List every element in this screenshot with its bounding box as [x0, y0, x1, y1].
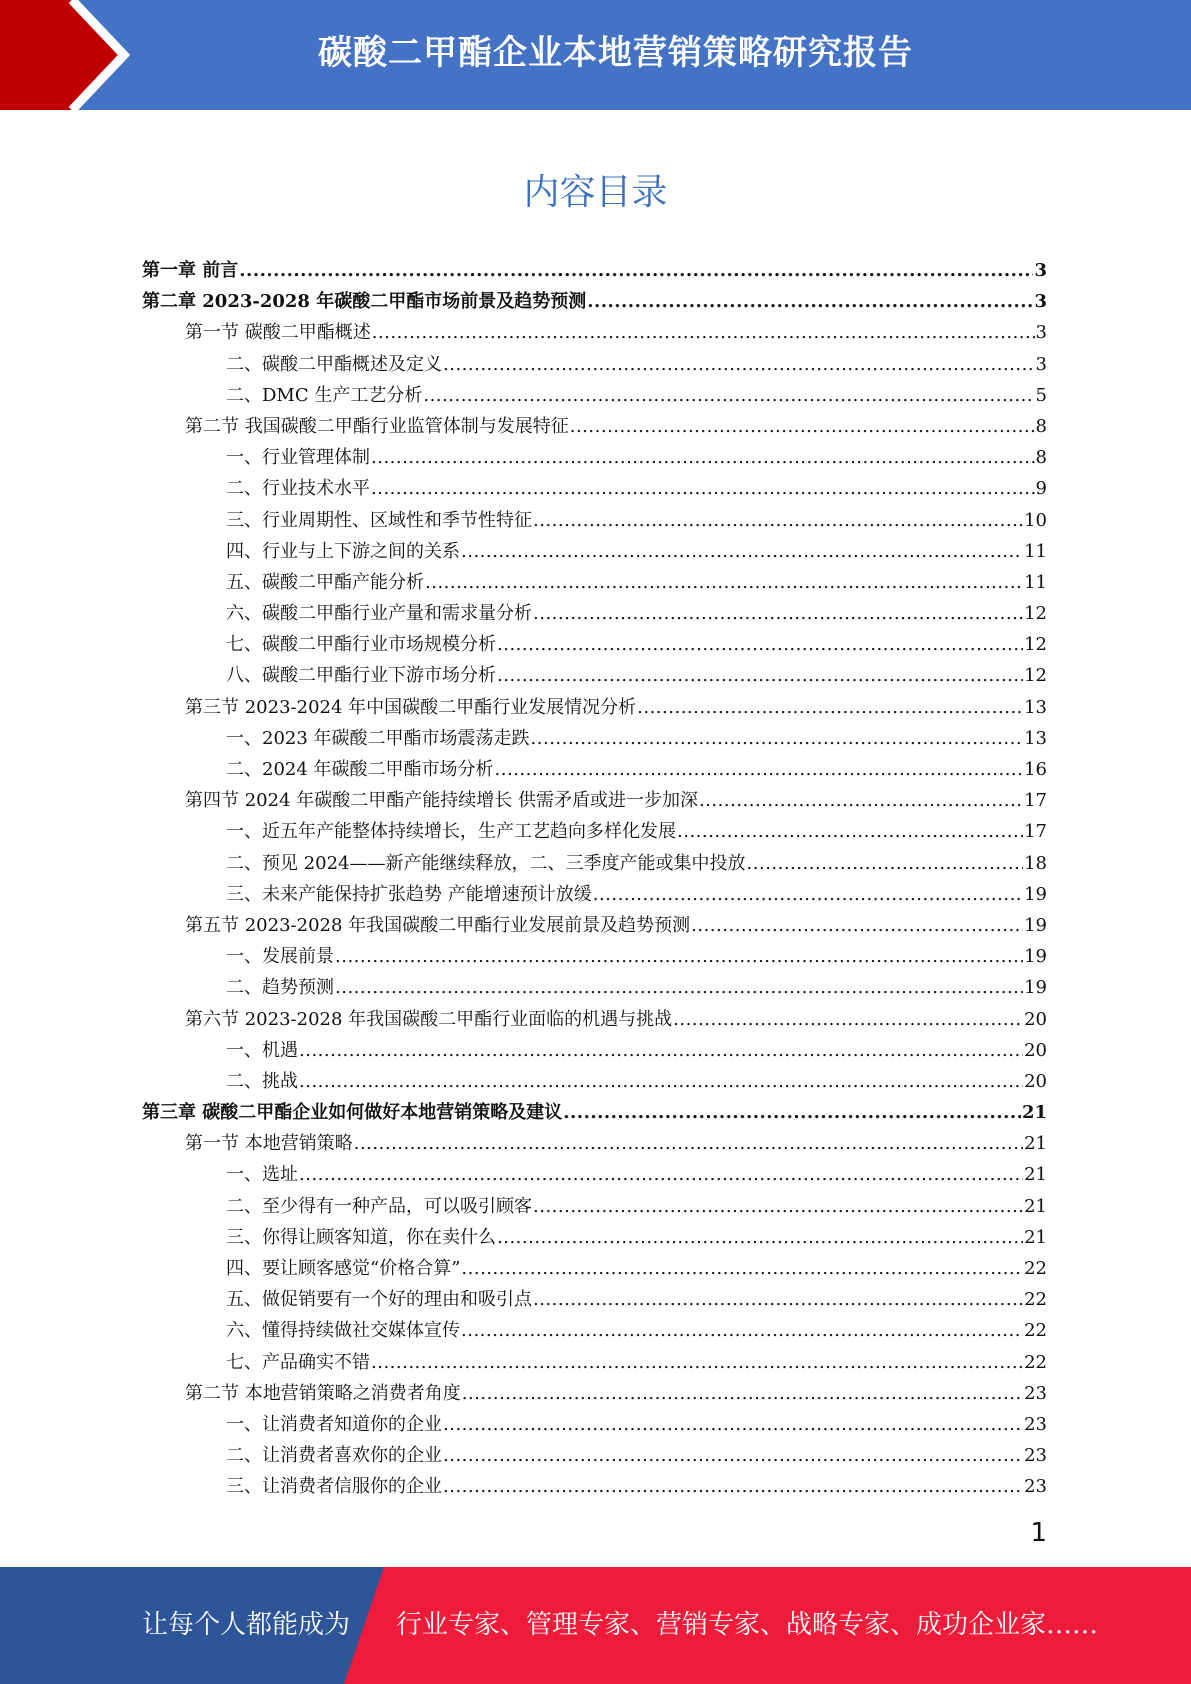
toc-entry-page: 21	[1021, 1102, 1047, 1124]
toc-leader-dots	[443, 1471, 1023, 1502]
toc-leader-dots	[372, 317, 1035, 348]
toc-leader-dots	[443, 1409, 1023, 1440]
toc-leader-dots	[461, 1253, 1023, 1284]
chevron-arrow-icon	[0, 0, 160, 110]
toc-entry[interactable]	[142, 380, 1047, 411]
toc-entry[interactable]	[142, 910, 1047, 941]
toc-entry-page: 16	[1024, 759, 1047, 780]
toc-entry[interactable]	[142, 1035, 1047, 1066]
toc-entry[interactable]	[142, 941, 1047, 972]
toc-leader-dots	[495, 754, 1024, 785]
toc-entry-title: 第六节 2023-2028 年我国碳酸二甲酯行业面临的机遇与挑战	[185, 1008, 673, 1030]
toc-entry-page: 20	[1024, 1070, 1047, 1092]
toc-entry[interactable]	[142, 1378, 1047, 1409]
toc-entry-title: 一、近五年产能整体持续增长，生产工艺趋向多样化发展	[226, 821, 676, 843]
toc-entry[interactable]	[142, 1191, 1047, 1222]
toc-entry[interactable]	[142, 536, 1047, 567]
toc-entry-page: 3	[1035, 322, 1047, 344]
toc-entry-title: 第三章 碳酸二甲酯企业如何做好本地营销策略及建议	[142, 1102, 563, 1124]
toc-entry[interactable]	[142, 1066, 1047, 1097]
toc-entry-page: 3	[1034, 291, 1047, 313]
toc-entry[interactable]	[142, 1440, 1047, 1471]
toc-heading: 内容目录	[523, 172, 668, 213]
toc-entry-page: 23	[1024, 1413, 1047, 1435]
toc-entry[interactable]	[142, 1315, 1047, 1346]
toc-entry-page: 22	[1024, 1351, 1047, 1373]
toc-entry-page: 19	[1024, 946, 1047, 968]
toc-entry-page: 10	[1024, 509, 1047, 531]
toc-leader-dots	[371, 1347, 1023, 1378]
toc-entry-page: 18	[1024, 852, 1047, 874]
toc-entry-title: 一、机遇	[226, 1039, 298, 1061]
toc-entry[interactable]	[142, 567, 1047, 598]
toc-entry-title: 第二章 2023-2028 年碳酸二甲酯市场前景及趋势预测	[142, 291, 587, 313]
toc-leader-dots	[699, 785, 1023, 816]
footer-slogan-left: 让每个人都能成为	[142, 1610, 351, 1640]
toc-leader-dots	[299, 1066, 1023, 1097]
toc-entry[interactable]	[142, 442, 1047, 473]
toc-leader-dots	[587, 286, 1033, 317]
toc-entry-title: 二、预见 2024——新产能继续释放，二、三季度产能或集中投放	[226, 852, 746, 874]
toc-leader-dots	[563, 1097, 1021, 1128]
toc-leader-dots	[593, 879, 1023, 910]
toc-leader-dots	[371, 442, 1035, 473]
toc-entry[interactable]	[142, 972, 1047, 1003]
toc-entry[interactable]	[142, 629, 1047, 660]
toc-entry[interactable]	[142, 785, 1047, 816]
toc-entry[interactable]	[142, 286, 1047, 317]
toc-leader-dots	[299, 1159, 1023, 1190]
toc-entry[interactable]	[142, 754, 1047, 785]
toc-leader-dots	[461, 1315, 1023, 1346]
toc-entry-title: 六、懂得持续做社交媒体宣传	[226, 1320, 460, 1342]
toc-entry-title: 第三节 2023-2024 年中国碳酸二甲酯行业发展情况分析	[185, 696, 637, 718]
toc-entry-page: 17	[1024, 821, 1047, 843]
toc-entry-title: 八、碳酸二甲酯行业下游市场分析	[226, 665, 496, 687]
toc-leader-dots	[239, 255, 1033, 286]
toc-entry-page: 11	[1024, 571, 1047, 593]
toc-leader-dots	[497, 1222, 1023, 1253]
toc-entry[interactable]	[142, 473, 1047, 504]
toc-entry[interactable]	[142, 317, 1047, 348]
toc-entry-page: 22	[1024, 1258, 1047, 1279]
toc-entry-page: 23	[1024, 1382, 1047, 1404]
toc-leader-dots	[443, 1440, 1023, 1471]
toc-leader-dots	[335, 941, 1023, 972]
toc-entry[interactable]	[142, 816, 1047, 847]
toc-entry-title: 二、至少得有一种产品，可以吸引顾客	[226, 1195, 532, 1217]
toc-entry-title: 二、2024 年碳酸二甲酯市场分析	[226, 759, 494, 780]
toc-leader-dots	[354, 1128, 1023, 1159]
toc-leader-dots	[533, 598, 1023, 629]
toc-entry-page: 23	[1024, 1445, 1047, 1467]
toc-entry[interactable]	[142, 1097, 1047, 1128]
footer-slogan-right: 行业专家、管理专家、营销专家、战略专家、成功企业家……	[396, 1610, 1099, 1640]
toc-entry-title: 二、挑战	[226, 1070, 298, 1092]
toc-leader-dots	[371, 473, 1035, 504]
toc-entry-title: 第四节 2024 年碳酸二甲酯产能持续增长 供需矛盾或进一步加深	[185, 790, 698, 812]
toc-entry[interactable]	[142, 723, 1047, 754]
toc-entry[interactable]	[142, 1347, 1047, 1378]
toc-entry-title: 一、发展前景	[226, 946, 334, 968]
toc-leader-dots	[497, 629, 1023, 660]
toc-entry-title: 二、DMC 生产工艺分析	[226, 384, 423, 406]
toc-leader-dots	[677, 816, 1023, 847]
toc-entry[interactable]	[142, 660, 1047, 691]
toc-leader-dots	[637, 692, 1023, 723]
toc-entry-page: 5	[1035, 384, 1047, 406]
toc-entry-title: 四、行业与上下游之间的关系	[226, 540, 460, 562]
toc-entry-title: 七、产品确实不错	[226, 1351, 370, 1373]
toc-leader-dots	[425, 567, 1023, 598]
toc-entry-title: 五、做促销要有一个好的理由和吸引点	[226, 1289, 532, 1311]
toc-entry-page: 23	[1024, 1476, 1047, 1498]
footer-banner	[0, 1567, 1191, 1684]
toc-entry-title: 第一节 本地营销策略	[185, 1133, 353, 1155]
toc-entry-title: 第一节 碳酸二甲酯概述	[185, 322, 371, 344]
header-banner	[0, 0, 1191, 110]
toc-entry[interactable]	[142, 879, 1047, 910]
toc-entry-title: 五、碳酸二甲酯产能分析	[226, 571, 424, 593]
toc-leader-dots	[531, 723, 1024, 754]
toc-entry-page: 12	[1024, 603, 1047, 625]
toc-entry[interactable]	[142, 1284, 1047, 1315]
toc-entry[interactable]	[142, 692, 1047, 723]
toc-leader-dots	[462, 1378, 1023, 1409]
toc-entry-title: 第五节 2023-2028 年我国碳酸二甲酯行业发展前景及趋势预测	[185, 914, 691, 936]
toc-leader-dots	[443, 349, 1035, 380]
page-number: 1	[1030, 1518, 1047, 1548]
toc-entry-page: 8	[1035, 447, 1047, 469]
toc-entry-title: 一、让消费者知道你的企业	[226, 1413, 442, 1435]
toc-entry-title: 一、行业管理体制	[226, 447, 370, 469]
toc-entry-title: 二、碳酸二甲酯概述及定义	[226, 353, 442, 375]
toc-entry-title: 一、2023 年碳酸二甲酯市场震荡走跌	[226, 727, 530, 749]
toc-leader-dots	[747, 848, 1024, 879]
toc-entry[interactable]	[142, 349, 1047, 380]
toc-entry-page: 8	[1035, 415, 1047, 437]
toc-leader-dots	[533, 505, 1023, 536]
toc-entry[interactable]	[142, 1409, 1047, 1440]
toc-leader-dots	[533, 1191, 1023, 1222]
toc-entry-title: 七、碳酸二甲酯行业市场规模分析	[226, 634, 496, 656]
toc-entry-page: 9	[1035, 478, 1047, 500]
toc-leader-dots	[497, 660, 1023, 691]
toc-entry-page: 20	[1024, 1039, 1047, 1061]
toc-entry-title: 四、要让顾客感觉“价格合算”	[226, 1258, 461, 1279]
toc-entry-title: 三、让消费者信服你的企业	[226, 1476, 442, 1498]
toc-entry-page: 19	[1024, 977, 1047, 999]
toc-entry-title: 一、选址	[226, 1164, 298, 1186]
toc-leader-dots	[673, 1004, 1023, 1035]
toc-entry-page: 21	[1024, 1133, 1047, 1155]
toc-entry[interactable]	[142, 1128, 1047, 1159]
toc-leader-dots	[570, 411, 1035, 442]
toc-entry-page: 11	[1024, 540, 1047, 562]
toc-entry-title: 三、你得让顾客知道，你在卖什么	[226, 1226, 496, 1248]
toc-entry-page: 21	[1024, 1164, 1047, 1186]
toc-entry-title: 二、让消费者喜欢你的企业	[226, 1445, 442, 1467]
toc-entry[interactable]	[142, 598, 1047, 629]
toc-entry-title: 三、未来产能保持扩张趋势 产能增速预计放缓	[226, 883, 592, 905]
toc-leader-dots	[461, 536, 1023, 567]
toc-entry[interactable]	[142, 848, 1047, 879]
toc-entry-title: 三、行业周期性、区域性和季节性特征	[226, 509, 532, 531]
toc-leader-dots	[533, 1284, 1023, 1315]
toc-entry[interactable]	[142, 255, 1047, 286]
toc-entry-title: 二、趋势预测	[226, 977, 334, 999]
toc-entry[interactable]	[142, 1159, 1047, 1190]
toc-entry-title: 第一章 前言	[142, 260, 239, 281]
toc-leader-dots	[299, 1035, 1023, 1066]
toc-entry-page: 13	[1024, 727, 1047, 749]
report-title: 碳酸二甲酯企业本地营销策略研究报告	[318, 33, 913, 73]
toc-entry[interactable]	[142, 1253, 1047, 1284]
toc-entry-page: 21	[1024, 1195, 1047, 1217]
toc-entry-page: 20	[1024, 1008, 1047, 1030]
toc-entry[interactable]	[142, 1471, 1047, 1502]
toc-entry[interactable]	[142, 1222, 1047, 1253]
toc-entry-page: 22	[1024, 1320, 1047, 1342]
toc-entry-title: 二、行业技术水平	[226, 478, 370, 500]
table-of-contents	[142, 255, 1047, 1503]
toc-entry-page: 19	[1024, 883, 1047, 905]
toc-leader-dots	[691, 910, 1023, 941]
toc-entry-page: 22	[1024, 1289, 1047, 1311]
toc-entry-page: 21	[1024, 1226, 1047, 1248]
toc-entry-page: 13	[1024, 696, 1047, 718]
toc-entry-title: 第二节 我国碳酸二甲酯行业监管体制与发展特征	[185, 415, 569, 437]
toc-entry-page: 12	[1024, 665, 1047, 687]
toc-entry[interactable]	[142, 411, 1047, 442]
toc-entry-title: 六、碳酸二甲酯行业产量和需求量分析	[226, 603, 532, 625]
toc-entry[interactable]	[142, 1004, 1047, 1035]
toc-entry-page: 3	[1035, 353, 1047, 375]
toc-leader-dots	[335, 972, 1023, 1003]
toc-entry-page: 12	[1024, 634, 1047, 656]
toc-leader-dots	[423, 380, 1034, 411]
toc-entry-page: 3	[1034, 260, 1047, 281]
toc-entry-page: 17	[1024, 790, 1047, 812]
toc-entry-title: 第二节 本地营销策略之消费者角度	[185, 1382, 461, 1404]
toc-entry-page: 19	[1024, 914, 1047, 936]
toc-entry[interactable]	[142, 505, 1047, 536]
